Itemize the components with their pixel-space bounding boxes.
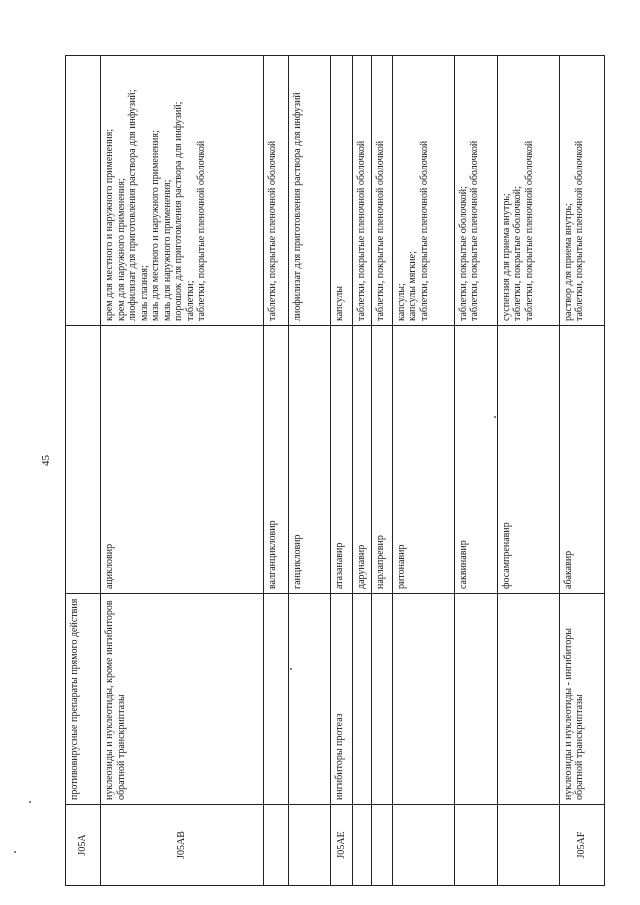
dosage-form-line: таблетки;: [184, 280, 196, 321]
group-name-cell: [353, 594, 372, 805]
table-row: [331, 56, 353, 886]
dosage-form-line: таблетки, покрытые пленочной оболочкой: [196, 140, 207, 321]
rotated-page-content: [65, 56, 602, 886]
dosage-forms-cell: [101, 56, 264, 326]
table-row: [454, 56, 497, 886]
group-name-cell: [454, 594, 497, 805]
dosage-forms-cell: [371, 56, 392, 326]
page-number: 45: [40, 455, 52, 466]
drug-name-cell: ацикловир: [101, 326, 264, 594]
atc-code-cell: [497, 805, 559, 886]
scan-speck: [29, 801, 31, 803]
dosage-form-line: порошок для приготовления раствора для инфузий;: [173, 101, 184, 321]
dosage-forms-cell: [353, 56, 372, 326]
table-body: [66, 56, 605, 886]
group-name-cell: [289, 594, 331, 805]
drug-name-cell: [66, 326, 101, 594]
table-row: [371, 56, 392, 886]
group-name-cell: нуклеозиды и нуклеотиды, кроме ингибиторов обратной транскриптазы: [101, 594, 264, 805]
table-row: [497, 56, 559, 886]
drug-name-cell: фосампренавир: [497, 326, 559, 594]
dosage-forms-cell: [559, 56, 604, 326]
dosage-forms-cell: [289, 56, 331, 326]
group-name-cell: противовирусные препараты прямого действия: [66, 594, 101, 805]
dosage-form-line: мазь для наружного применения;: [161, 179, 173, 321]
dosage-form-line: лиофилизат для приготовления раствора для инфузий: [292, 92, 303, 321]
dosage-form-line: капсулы мягкие;: [407, 251, 418, 321]
drug-name-cell: ритонавир: [392, 326, 454, 594]
drug-name-cell: валганцикловир: [264, 326, 289, 594]
drug-name-cell: атазанавир: [331, 326, 353, 594]
drug-name-cell: абакавир: [559, 326, 604, 594]
table-row: [264, 56, 289, 886]
atc-code-cell: [454, 805, 497, 886]
dosage-form-line: таблетки, покрытые пленочной оболочкой: [418, 140, 430, 321]
dosage-form-line: капсулы;: [395, 283, 407, 321]
table-row: [66, 56, 101, 886]
dosage-forms-cell: [66, 56, 101, 326]
dosage-forms-cell: [264, 56, 289, 326]
dosage-forms-cell: [392, 56, 454, 326]
atc-code-cell: J05AB: [101, 805, 264, 886]
dosage-form-line: крем для местного и наружного применения;: [104, 128, 115, 321]
drug-name-cell: нарлапревир: [371, 326, 392, 594]
dosage-forms-cell: [497, 56, 559, 326]
dosage-form-line: таблетки, покрытые пленочной оболочкой: [469, 140, 480, 321]
drug-name-cell: дарунавир: [353, 326, 372, 594]
table-row: [392, 56, 454, 886]
dosage-form-line: суспензия для приема внутрь;: [500, 193, 512, 321]
table-row: [289, 56, 331, 886]
dosage-form-line: таблетки, покрытые пленочной оболочкой: [267, 140, 278, 321]
dosage-form-line: таблетки, покрытые пленочной оболочкой: [523, 140, 535, 321]
atc-code-cell: J05AE: [331, 805, 353, 886]
drug-name-cell: саквинавир: [454, 326, 497, 594]
atc-code-cell: [371, 805, 392, 886]
dosage-form-line: мазь глазная;: [138, 265, 150, 321]
dosage-form-line: мазь для местного и наружного применения;: [150, 130, 161, 321]
dosage-form-line: крем для наружного применения;: [115, 178, 127, 321]
dosage-form-line: лиофилизат для приготовления раствора для инфузий;: [127, 89, 138, 321]
scan-speck: [14, 851, 16, 853]
atc-code-cell: [264, 805, 289, 886]
dosage-form-line: таблетки, покрытые оболочкой;: [512, 186, 523, 321]
atc-code-cell: [353, 805, 372, 886]
group-name-cell: нуклеозиды и нуклеотиды - ингибиторы обратной транскриптазы: [559, 594, 604, 805]
group-name-cell: ингибиторы протеаз: [331, 594, 353, 805]
dosage-form-line: капсулы: [334, 286, 345, 321]
drug-name-cell: ганцикловир: [289, 326, 331, 594]
table-row: [353, 56, 372, 886]
atc-code-cell: J05A: [66, 805, 101, 886]
group-name-cell: [392, 594, 454, 805]
group-name-cell: [497, 594, 559, 805]
atc-code-cell: [392, 805, 454, 886]
dosage-forms-cell: [331, 56, 353, 326]
atc-code-cell: [289, 805, 331, 886]
medicines-table: [65, 55, 605, 886]
dosage-form-line: таблетки, покрытые пленочной оболочкой: [574, 140, 585, 321]
table-row: [559, 56, 604, 886]
dosage-form-line: таблетки, покрытые оболочкой;: [457, 186, 469, 321]
dosage-form-line: таблетки, покрытые пленочной оболочкой: [356, 140, 367, 321]
dosage-form-line: таблетки, покрытые пленочной оболочкой: [374, 140, 386, 321]
group-name-cell: [264, 594, 289, 805]
dosage-forms-cell: [454, 56, 497, 326]
group-name-cell: [371, 594, 392, 805]
atc-code-cell: J05AF: [559, 805, 604, 886]
dosage-form-line: раствор для приема внутрь;: [562, 203, 574, 321]
table-row: [101, 56, 264, 886]
